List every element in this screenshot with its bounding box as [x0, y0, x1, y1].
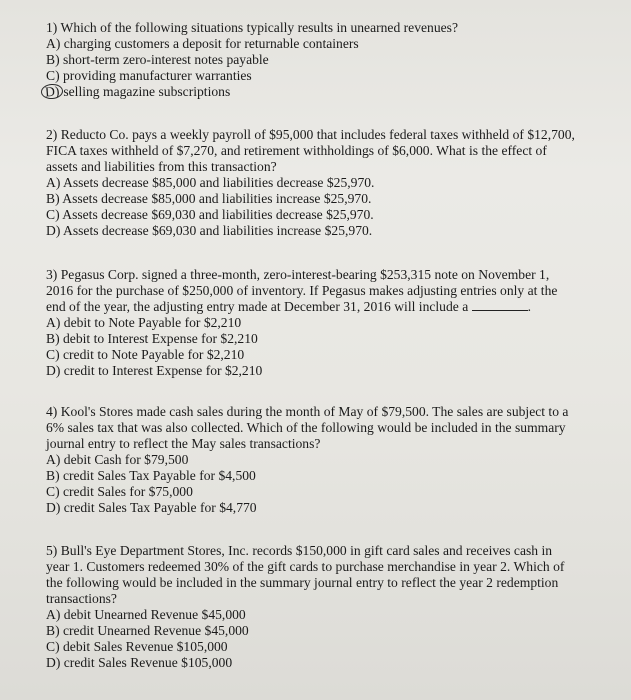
choice-text: debit to Interest Expense for $2,210	[63, 331, 258, 346]
question-2	[46, 127, 594, 239]
choice-text: selling magazine subscriptions	[63, 84, 231, 99]
choice-letter: C)	[46, 484, 60, 499]
choice-letter: C)	[46, 347, 60, 362]
choice-letter: A)	[46, 452, 61, 467]
question-1	[46, 20, 594, 100]
choice-letter: B)	[46, 468, 60, 483]
question-4-choice-d	[46, 500, 594, 516]
choice-letter: D)	[46, 655, 61, 670]
stem-line: end of the year, the adjusting entry made at December 31, 2016 will include a	[46, 299, 469, 314]
stem-line: year 1. Customers redeemed 30% of the gift cards to purchase merchandise in year 2. Which of	[46, 559, 565, 574]
stem-end: .	[527, 299, 532, 314]
choice-text: credit Unearned Revenue $45,000	[63, 623, 249, 638]
question-5-number: 5)	[46, 543, 58, 558]
choice-text: credit to Interest Expense for $2,210	[63, 363, 263, 378]
question-2-choice-a	[46, 175, 594, 191]
question-4-number: 4)	[46, 404, 58, 419]
question-3-choice-d	[46, 363, 594, 379]
stem-line: Pegasus Corp. signed a three-month, zero-interest-bearing $253,315 note on November 1,	[60, 267, 550, 282]
question-4-choice-c	[46, 484, 594, 500]
choice-letter: A)	[46, 607, 61, 622]
question-2-choice-c	[46, 207, 594, 223]
choice-text: credit Sales Revenue $105,000	[63, 655, 233, 670]
question-3-number: 3)	[46, 267, 58, 282]
question-4-choice-b	[46, 468, 594, 484]
stem-line: Reducto Co. pays a weekly payroll of $95,000 that includes federal taxes withheld of $12,700,	[60, 127, 575, 142]
choice-letter: B)	[46, 191, 60, 206]
choice-text: debit Unearned Revenue $45,000	[63, 607, 246, 622]
question-5	[46, 543, 594, 671]
choice-text: short-term zero-interest notes payable	[63, 52, 269, 67]
question-1-choice-a	[46, 36, 594, 52]
question-5-choice-b	[46, 623, 594, 639]
stem-line: FICA taxes withheld of $7,270, and retirement withholdings of $6,000. What is the effect of	[46, 143, 547, 158]
stem-line: the following would be included in the summary journal entry to reflect the year 2 redemption	[46, 575, 559, 590]
choice-letter: C)	[46, 68, 60, 83]
choice-letter: C)	[46, 207, 60, 222]
choice-letter: C)	[46, 639, 60, 654]
choice-text: credit Sales Tax Payable for $4,770	[63, 500, 257, 515]
question-3-choice-a	[46, 315, 594, 331]
choice-text: credit to Note Payable for $2,210	[63, 347, 245, 362]
question-1-number: 1)	[46, 20, 58, 35]
stem-line: 2016 for the purchase of $250,000 of inventory. If Pegasus makes adjusting entries only at the	[46, 283, 558, 298]
question-3	[46, 267, 594, 379]
choice-text: debit to Note Payable for $2,210	[63, 315, 242, 330]
question-2-choice-d	[46, 223, 594, 239]
choice-letter: D)	[46, 223, 61, 238]
choice-text: debit Sales Revenue $105,000	[63, 639, 228, 654]
question-5-choice-a	[46, 607, 594, 623]
handwritten-answer-circle	[41, 83, 64, 100]
question-2-choice-b	[46, 191, 594, 207]
fill-in-blank	[472, 300, 528, 311]
question-2-stem	[46, 127, 594, 175]
question-4-stem	[46, 404, 594, 452]
choice-text: Assets decrease $85,000 and liabilities increase $25,970.	[62, 191, 372, 206]
choice-letter: D)	[44, 83, 60, 100]
choice-text: Assets decrease $85,000 and liabilities decrease $25,970.	[63, 175, 375, 190]
choice-text: credit Sales Tax Payable for $4,500	[63, 468, 256, 483]
choice-text: debit Cash for $79,500	[63, 452, 189, 467]
choice-letter: B)	[46, 623, 60, 638]
choice-letter: A)	[46, 315, 61, 330]
choice-text: credit Sales for $75,000	[63, 484, 193, 499]
question-1-choice-b	[46, 52, 594, 68]
question-1-stem	[46, 20, 594, 36]
choice-letter: A)	[46, 36, 61, 51]
question-4-choice-a	[46, 452, 594, 468]
choice-letter: B)	[46, 331, 60, 346]
question-5-stem	[46, 543, 594, 607]
question-5-choice-d	[46, 655, 594, 671]
choice-text: Assets decrease $69,030 and liabilities increase $25,970.	[63, 223, 373, 238]
choice-letter: B)	[46, 52, 60, 67]
choice-letter: A)	[46, 175, 61, 190]
choice-letter: D)	[46, 500, 61, 515]
stem-line: journal entry to reflect the May sales transactions?	[46, 436, 321, 451]
question-1-choice-d	[46, 84, 594, 100]
stem-line: assets and liabilities from this transaction?	[46, 159, 277, 174]
question-2-number: 2)	[46, 127, 58, 142]
question-3-choice-b	[46, 331, 594, 347]
question-4	[46, 404, 594, 516]
stem-line: 6% sales tax that was also collected. Which of the following would be included in the summary	[46, 420, 566, 435]
stem-line: transactions?	[46, 591, 117, 606]
stem-line: Kool's Stores made cash sales during the month of May of $79,500. The sales are subject to a	[60, 404, 569, 419]
choice-text: charging customers a deposit for returnable containers	[63, 36, 359, 51]
question-3-choice-c	[46, 347, 594, 363]
question-5-choice-c	[46, 639, 594, 655]
choice-text: providing manufacturer warranties	[63, 68, 252, 83]
choice-text: Assets decrease $69,030 and liabilities decrease $25,970.	[62, 207, 374, 222]
choice-letter: D)	[46, 363, 61, 378]
question-1-stem-text: Which of the following situations typically results in unearned revenues?	[60, 20, 458, 35]
stem-line: Bull's Eye Department Stores, Inc. records $150,000 in gift card sales and receives cash in	[60, 543, 553, 558]
question-1-choice-c	[46, 68, 594, 84]
question-3-stem	[46, 267, 594, 315]
